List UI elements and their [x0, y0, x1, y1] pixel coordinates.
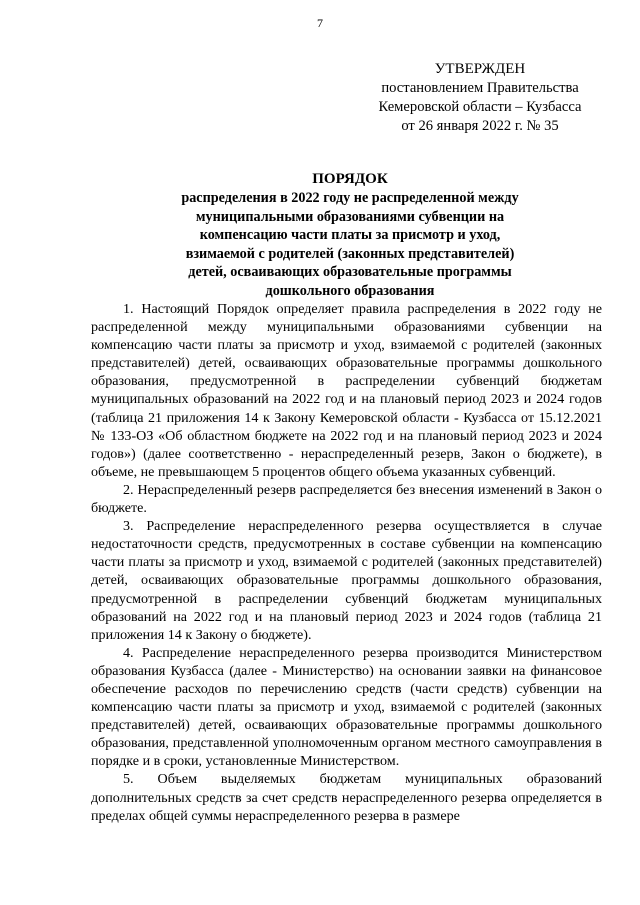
title-heading: ПОРЯДОК [312, 171, 388, 187]
approval-date: от 26 января 2022 г. № 35 [401, 118, 559, 134]
paragraph-4: 4. Распределение нераспределенного резерва производится Министерством образования Кузбасса (далее - Министерство) на основании заявки на финансовое обеспечение расходов по перечислению средств (части средств) субвенции на компенсацию части платы за присмотр и уход, взимаемой с родителей (законных представителей) детей, осваивающих образовательные программы дошкольного образования, представленной уполномоченным органом местного самоуправления в порядке и в сроки, установленные Министерством. [91, 644, 602, 770]
paragraph-2: 2. Нераспределенный резерв распределяется без внесения изменений в Закон о бюджете. [91, 481, 602, 517]
approval-line: Кемеровской области – Кузбасса [378, 99, 582, 115]
title-line: взимаемой с родителей (законных представителей) [185, 245, 515, 262]
title-line: дошкольного образования [265, 282, 435, 299]
title-line: компенсацию части платы за присмотр и уход, [199, 227, 501, 243]
title-line: распределения в 2022 году не распределенной между [181, 190, 519, 206]
approval-line: постановлением Правительства [381, 80, 579, 96]
document-title [150, 170, 550, 300]
approval-title: УТВЕРЖДЕН [434, 61, 526, 77]
approval-stamp [360, 60, 600, 136]
document-body [91, 300, 602, 825]
page-number: 7 [317, 16, 323, 30]
title-line: муниципальными образованиями субвенции на [195, 208, 505, 225]
paragraph-3: 3. Распределение нераспределенного резерва осуществляется в случае недостаточности средств, предусмотренных в составе субвенции на компенсацию части платы за присмотр и уход, взимаемой с родителей (законных представителей) детей, осваивающих образовательные программы дошкольного образования, предусмотренной в распределении субвенций бюджетам муниципальных образований на 2022 год и на плановый период 2023 и 2024 годов (таблица 21 приложения 14 к Закону о бюджете). [91, 518, 602, 643]
title-line: детей, осваивающих образовательные программы [188, 264, 512, 280]
paragraph-5: 5. Объем выделяемых бюджетам муниципальных образований дополнительных средств за счет средств нераспределенного резерва определяется в пределах общей суммы нераспределенного резерва в размере [91, 771, 602, 824]
paragraph-1: 1. Настоящий Порядок определяет правила распределения в 2022 году не распределенной между муниципальными образованиями субвенции на компенсацию части платы за присмотр и уход, взимаемой с родителей (законных представителей) детей, осваивающих образовательные программы дошкольного образования, предусмотренной в распределении субвенций бюджетам муниципальных образований на 2022 год и на плановый период 2023 и 2024 годов (таблица 21 приложения 14 к Закону Кемеровской области - Кузбасса от 15.12.2021 № 133-ОЗ «Об областном бюджете на 2022 год и на плановый период 2023 и 2024 годов») (далее соответственно - нераспределенный резерв, Закон о бюджете), в объеме, не превышающем 5 процентов общего объема указанных субвенций. [91, 301, 602, 480]
